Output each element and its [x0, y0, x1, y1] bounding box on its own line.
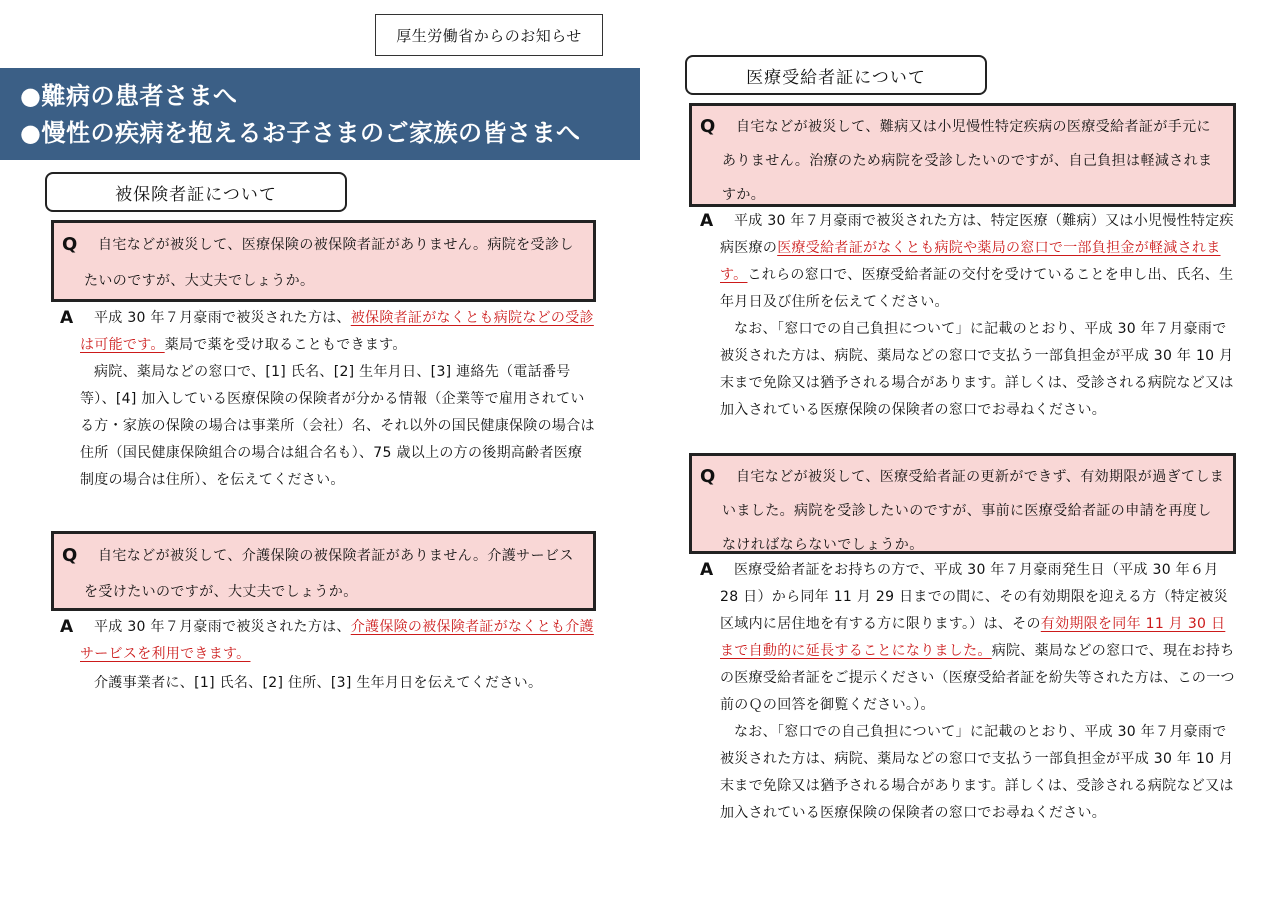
answer-paragraph: なお、「窓口での自己負担について」に記載のとおり、平成 30 年７月豪雨で被災された方は、病院、薬局などの窓口で支払う一部負担金が平成 30 年 10 月末まで免除又は猶予される場合があります。詳しくは、受診される病院など又は加入されている医療保険の保険者の窓口でお尋ねください。: [720, 321, 1234, 418]
question-text: 自宅などが被災して、医療受給者証の更新ができず、有効期限が過ぎてしまいました。病院を受診したいのですが、事前に医療受給者証の申請を再度しなければならないでしょうか。: [722, 469, 1225, 553]
left-question-1: [51, 220, 596, 302]
answer-text: 平成 30 年７月豪雨で被災された方は、: [94, 310, 351, 326]
q-mark: Q: [700, 466, 716, 487]
right-answer-2: [700, 557, 1236, 827]
right-section-title: 医療受給者証について: [685, 55, 987, 95]
answer-text: 平成 30 年７月豪雨で被災された方は、特定医療（難病）又は小児慢性特定疾病医療の: [720, 213, 1234, 256]
q-mark: Q: [62, 545, 78, 566]
a-mark: A: [700, 211, 714, 231]
a-mark: A: [60, 308, 74, 328]
question-text: 自宅などが被災して、医療保険の被保険者証がありません。病院を受診したいのですが、大丈夫でしょうか。: [84, 237, 574, 289]
answer-text: 病院、薬局などの窓口で、現在お持ちの医療受給者証をご提示ください（医療受給者証を紛失等された方は、この一つ前のＱの回答を御覧ください。）。: [720, 643, 1235, 713]
banner-line-2: ●慢性の疾病を抱えるお子さまのご家族の皆さまへ: [20, 119, 581, 147]
left-section-title: 被保険者証について: [45, 172, 347, 212]
answer-text: 医療受給者証をお持ちの方で、平成 30 年７月豪雨発生日（平成 30 年６月 28 日）から同年 11 月 29 日までの間に、その有効期限を迎える方（特定被災区域内に居住地を有する方に限ります。）は、その: [720, 562, 1228, 632]
right-question-2: [689, 453, 1236, 554]
answer-text: これらの窓口で、医療受給者証の交付を受けていることを申し出、氏名、生年月日及び住所を伝えてください。: [720, 267, 1234, 310]
answer-highlight: 被保険者証がなくとも病院などの受診は可能です。: [80, 310, 594, 353]
question-text: 自宅などが被災して、難病又は小児慢性特定疾病の医療受給者証が手元にありません。治療のため病院を受診したいのですが、自己負担は軽減されますか。: [722, 119, 1213, 203]
right-question-1: [689, 103, 1236, 207]
answer-highlight: 介護保険の被保険者証がなくとも介護サービスを利用できます。: [80, 619, 594, 662]
answer-highlight: 有効期限を同年 11 月 30 日まで自動的に延長することになりました。: [720, 616, 1226, 659]
q-mark: Q: [700, 116, 716, 137]
answer-text: 薬局で薬を受け取ることもできます。: [164, 337, 407, 353]
notice-label: 厚生労働省からのお知らせ: [375, 14, 603, 56]
answer-highlight: 医療受給者証がなくとも病院や薬局の窓口で一部負担金が軽減されます。: [720, 240, 1221, 283]
answer-paragraph: 病院、薬局などの窓口で、[1] 氏名、[2] 生年月日、[3] 連絡先（電話番号等）、[4] 加入している医療保険の保険者が分かる情報（企業等で雇用されている方・家族の保険の場合は事業所（会社）名、それ以外の国民健康保険の場合は住所（国民健康保険組合の場合は組合名も）、75 歳以上の方の後期高齢者医療制度の場合は住所）、を伝えてください。: [80, 364, 595, 488]
left-answer-1: [60, 305, 596, 494]
banner-line-1: ●難病の患者さまへ: [20, 82, 238, 110]
left-answer-2: [60, 614, 596, 697]
answer-paragraph: なお、「窓口での自己負担について」に記載のとおり、平成 30 年７月豪雨で被災された方は、病院、薬局などの窓口で支払う一部負担金が平成 30 年 10 月末まで免除又は猶予される場合があります。詳しくは、受診される病院など又は加入されている医療保険の保険者の窓口でお尋ねください。: [720, 724, 1234, 821]
left-question-2: [51, 531, 596, 611]
answer-text: 平成 30 年７月豪雨で被災された方は、: [94, 619, 351, 635]
q-mark: Q: [62, 234, 78, 255]
a-mark: A: [60, 617, 74, 637]
right-answer-1: [700, 208, 1236, 424]
page-banner: [0, 68, 640, 160]
a-mark: A: [700, 560, 714, 580]
question-text: 自宅などが被災して、介護保険の被保険者証がありません。介護サービスを受けたいのですが、大丈夫でしょうか。: [84, 548, 574, 600]
answer-paragraph: 介護事業者に、[1] 氏名、[2] 住所、[3] 生年月日を伝えてください。: [94, 675, 543, 691]
